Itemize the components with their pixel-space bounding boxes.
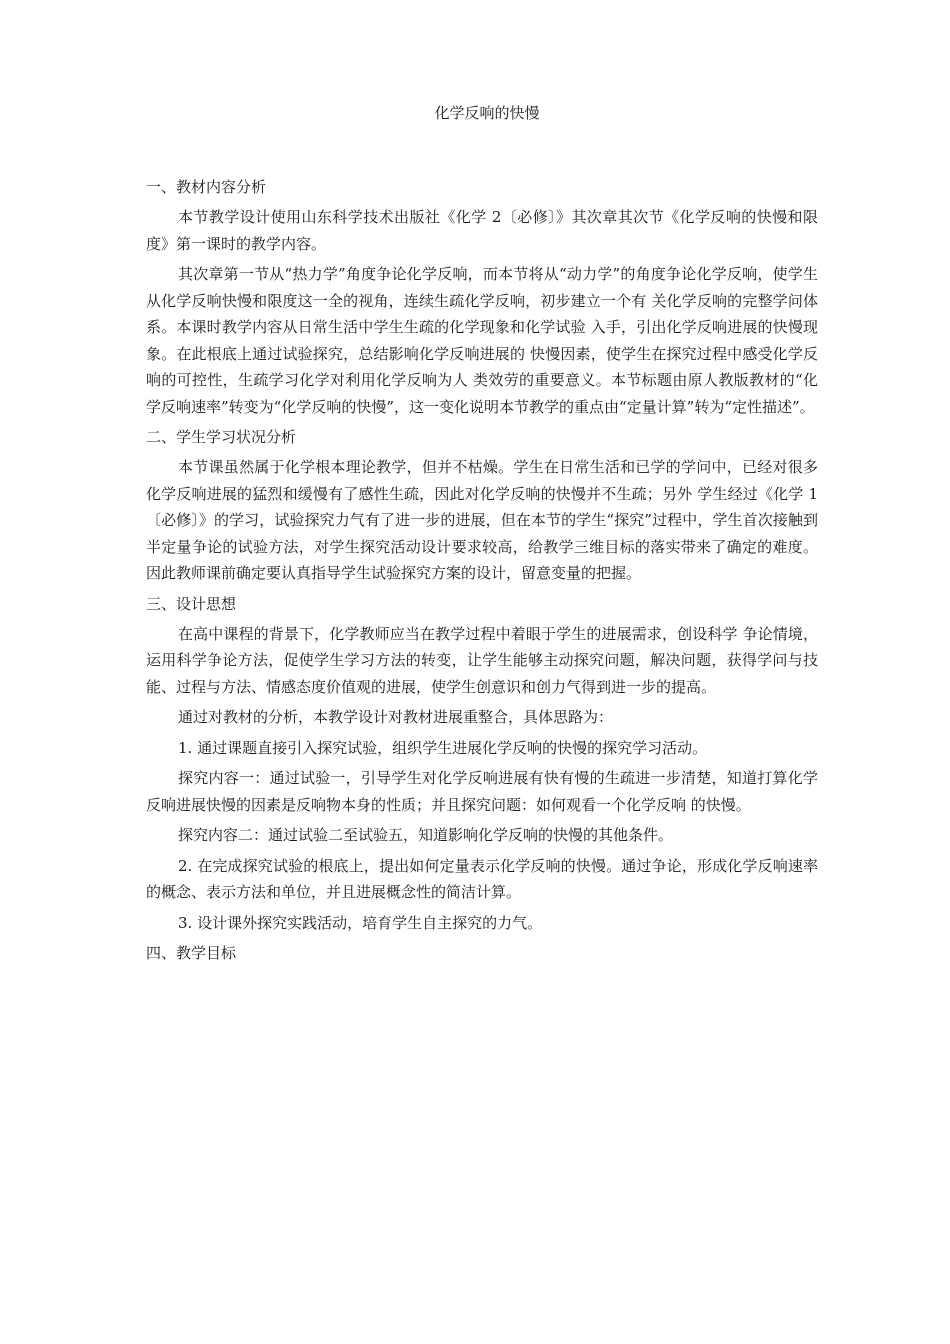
section-heading: 一、教材内容分析 (146, 178, 267, 196)
section-heading: 二、学生学习状况分析 (146, 428, 297, 446)
paragraph: 本节课虽然属于化学根本理论教学，但并不枯燥。学生在日常生活和已学的学问中，已经对很多化学反响进展的猛烈和缓慢有了感性生疏，因此对化学反响的快慢并不生疏；另外 学生经过《化学 1〔必修〕》的学习，试验探究力气有了进一步的进展，但在本节的学生“探究”过程中，学生首次接触到半定量争论的试验方法，对学生探究活动设计要求较高，给教学三维目标的落实带来了确定的难度。因此教师课前确定要认真指导学生试验探究方案的设计，留意变量的把握。 (146, 458, 818, 582)
paragraph: 在高中课程的背景下，化学教师应当在教学过程中着眼于学生的进展需求，创设科学 争论情境，运用科学争论方法，促使学生学习方法的转变，让学生能够主动探究问题，解决问题，获得学问与技能、过程与方法、情感态度价值观的进展，使学生创意识和创力气得到进一步的提高。 (146, 624, 818, 696)
section-2 (146, 424, 818, 587)
paragraph: 本节教学设计使用山东科学技术出版社《化学 2〔必修〕》其次章其次节《化学反响的快慢和限度》第一课时的教学内容。 (146, 208, 818, 253)
paragraph: 其次章第一节从“热力学”角度争论化学反响，而本节将从“动力学”的角度争论化学反响，使学生从化学反响快慢和限度这一全的视角，连续生疏化学反响，初步建立一个有 关化学反响的完整学问体系。本课时教学内容从日常生活中学生生疏的化学现象和化学试验 入手，引出化学反响进展的快慢现象。在此根底上通过试验探究，总结影响化学反响进展的 快慢因素，使学生在探究过程中感受化学反响的可控性，生疏学习化学对利用化学反响为人 类效劳的重要意义。本节标题由原人教版教材的“化学反响速率”转变为“化学反响的快慢”，这一变化说明本节教学的重点由“定量计算”转为“定性描述”。 (146, 265, 818, 416)
list-item: 1. 通过课题直接引入探究试验，组织学生进展化学反响的快慢的探究学习活动。 (178, 738, 708, 757)
section-3 (146, 591, 818, 937)
list-item: 3. 设计课外探究实践活动，培育学生自主探究的力气。 (178, 913, 543, 932)
paragraph: 探究内容二：通过试验二至试验五，知道影响化学反响的快慢的其他条件。 (178, 826, 674, 844)
document-title: 化学反响的快慢 (434, 104, 540, 122)
paragraph: 通过对教材的分析，本教学设计对教材进展重整合，具体思路为： (178, 708, 614, 726)
paragraph: 探究内容一：通过试验一，引导学生对化学反响进展有快有慢的生疏进一步清楚，知道打算化学反响进展快慢的因素是反响物本身的性质；并且探究问题：如何观看一个化学反响 的快慢。 (146, 769, 818, 814)
document-page (146, 100, 818, 970)
list-item: 2. 在完成探究试验的根底上，提出如何定量表示化学反响的快慢。通过争论，形成化学反响速率的概念、表示方法和单位，并且进展概念性的简洁计算。 (146, 856, 818, 901)
section-heading: 三、设计思想 (146, 594, 237, 613)
section-heading: 四、教学目标 (146, 944, 237, 962)
section-1 (146, 174, 818, 420)
section-4 (146, 940, 818, 966)
